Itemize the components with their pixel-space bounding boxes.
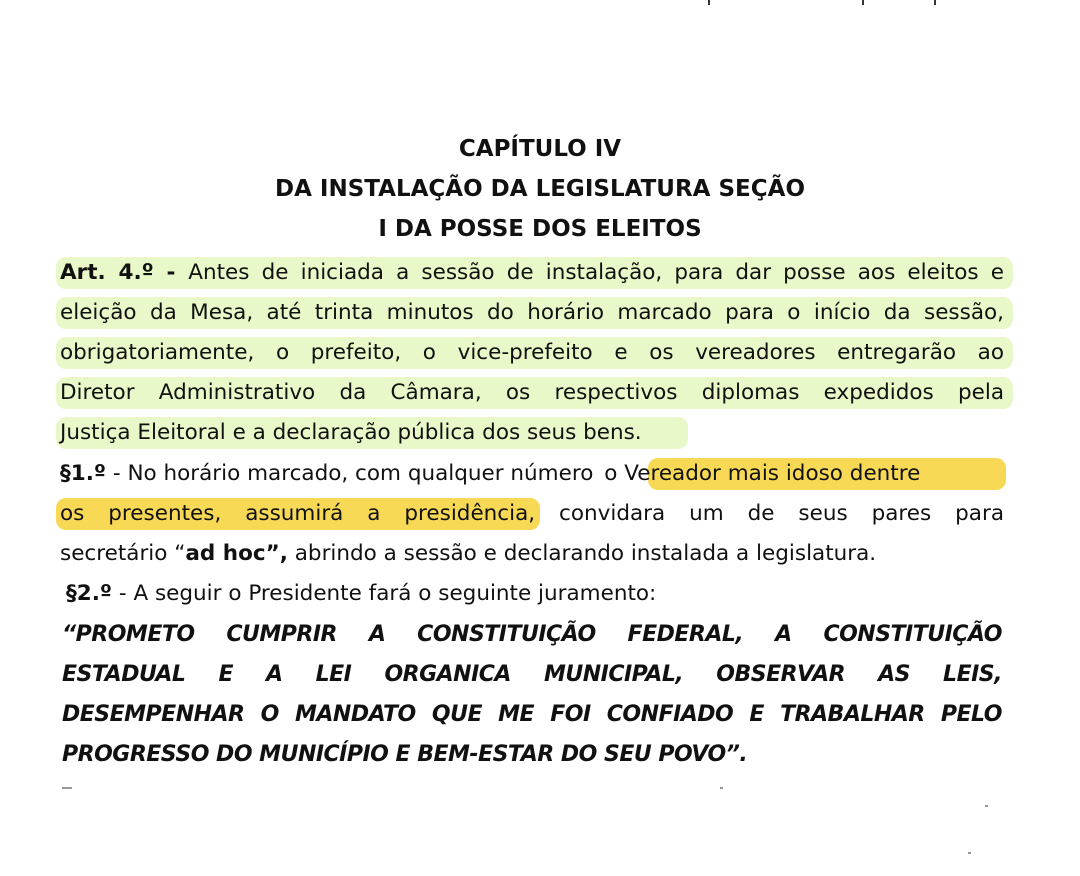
article-4-line-2: eleição da Mesa, até trinta minutos do horário marcado para o início da sessão, [60, 300, 1004, 325]
chapter-heading: CAPÍTULO IV [458, 136, 622, 162]
section-title-line2: I DA POSSE DOS ELEITOS [378, 216, 702, 242]
paragraph-1-line-3: secretário “ad hoc”, abrindo a sessão e declarando instalada a legislatura. [60, 541, 877, 566]
paragraph-2-label: §2.º [66, 581, 113, 606]
oath-line-2: ESTADUAL E A LEI ORGANICA MUNICIPAL, OBSERVAR AS LEIS, [62, 662, 1002, 687]
paragraph-1-label: §1.º [60, 461, 107, 486]
scan-artifact-top [680, 0, 980, 6]
oath-line-1: “PROMETO CUMPRIR A CONSTITUIÇÃO FEDERAL, A CONSTITUIÇÃO [62, 622, 1002, 647]
highlighted-text: o Vereador mais idoso dentre [604, 461, 921, 486]
paragraph-1-line-1: §1.º - No horário marcado, com qualquer número o Vereador mais idoso dentre [60, 461, 921, 486]
article-4-line-1: Art. 4.º - Antes de iniciada a sessão de instalação, para dar posse aos eleitos e [60, 260, 1004, 285]
ad-hoc-emphasis: ad hoc”, [185, 541, 288, 566]
oath-line-4: PROGRESSO DO MUNICÍPIO E BEM-ESTAR DO SEU POVO”. [62, 742, 748, 767]
article-4-label: Art. 4.º [60, 260, 154, 285]
article-4-line-4: Diretor Administrativo da Câmara, os respectivos diplomas expedidos pela [60, 380, 1004, 405]
oath-line-3: DESEMPENHAR O MANDATO QUE ME FOI CONFIADO E TRABALHAR PELO [62, 702, 1002, 727]
article-4-line-3: obrigatoriamente, o prefeito, o vice-prefeito e os vereadores entregarão ao [60, 340, 1004, 365]
highlighted-text: os presentes, assumirá a presidência [60, 501, 529, 526]
article-4-line-5: Justiça Eleitoral e a declaração pública dos seus bens. [60, 420, 642, 445]
paragraph-1-line-2: os presentes, assumirá a presidência, convidara um de seus pares para [60, 501, 1004, 526]
section-title-line1: DA INSTALAÇÃO DA LEGISLATURA SEÇÃO [275, 176, 805, 202]
paragraph-2: §2.º - A seguir o Presidente fará o seguinte juramento: [66, 581, 657, 606]
